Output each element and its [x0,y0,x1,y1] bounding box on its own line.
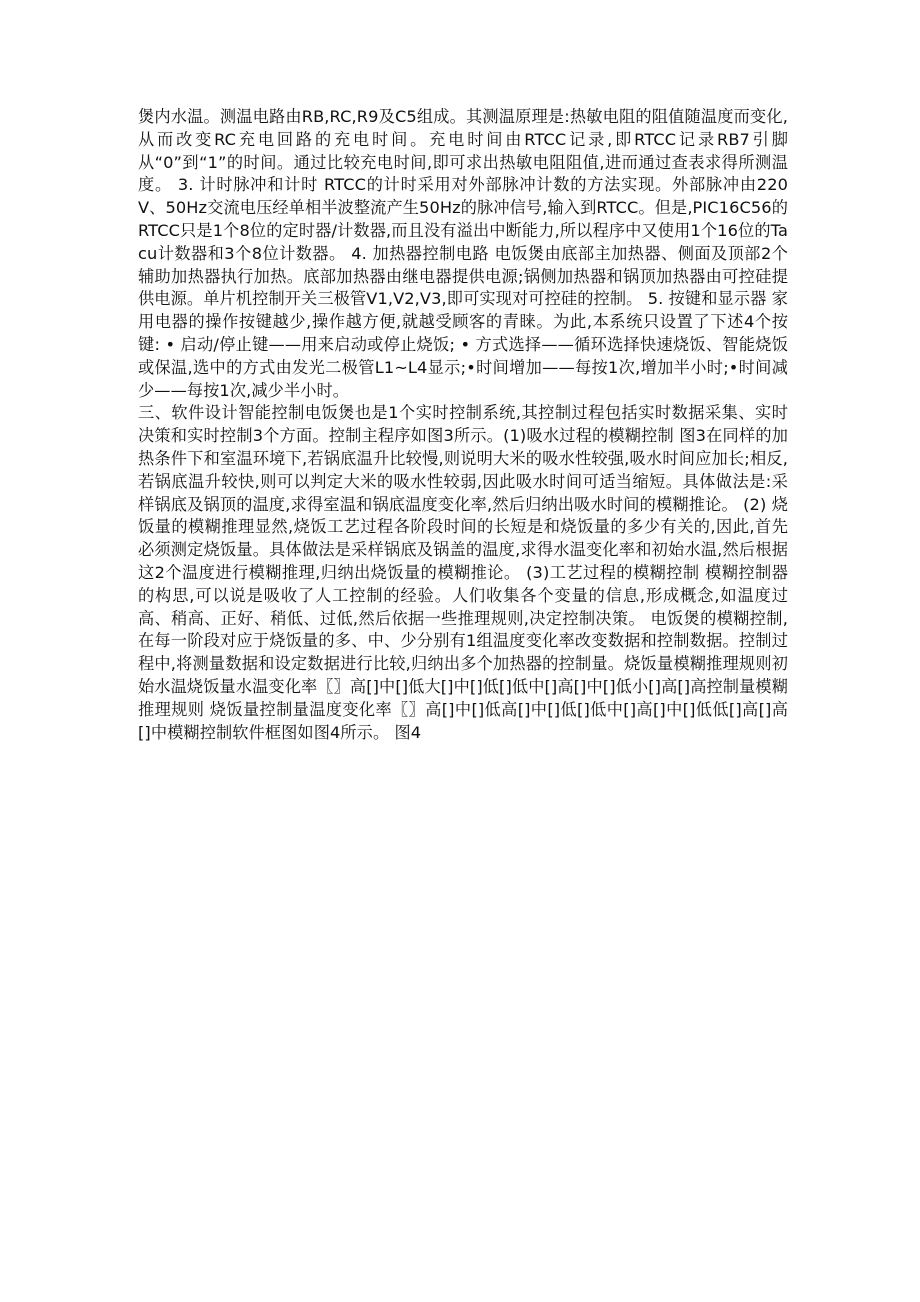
paragraph-software: 三、软件设计智能控制电饭煲也是1个实时控制系统,其控制过程包括实时数据采集、实时决策和实时控制3个方面。控制主程序如图3所示。(1)吸水过程的模糊控制 图3在同样的加热条件下和室温环境下,若锅底温升比较慢,则说明大米的吸水性较强,吸水时间应加长;相反,若锅底温升较快,则可以判定大米的吸水性较弱,因此吸水时间可适当缩短。具体做法是:采样锅底及锅顶的温度,求得室温和锅底温度变化率,然后归纳出吸水时间的模糊推论。 (2) 烧饭量的模糊推理显然,烧饭工艺过程各阶段时间的长短是和烧饭量的多少有关的,因此,首先必须测定烧饭量。具体做法是采样锅底及锅盖的温度,求得水温变化率和初始水温,然后根据这2个温度进行模糊推理,归纳出烧饭量的模糊推论。 (3)工艺过程的模糊控制 模糊控制器的构思,可以说是吸收了人工控制的经验。人们收集各个变量的信息,形成概念,如温度过高、稍高、正好、稍低、过低,然后依据一些推理规则,决定控制决策。 电饭煲的模糊控制,在每一阶段对应于烧饭量的多、中、少分别有1组温度变化率改变数据和控制数据。控制过程中,将测量数据和设定数据进行比较,归纳出多个加热器的控制量。烧饭量模糊推理规则初始水温烧饭量水温变化率〖〗高[]中[]低大[]中[]低[]低中[]高[]中[]低小[]高[]高控制量模糊推理规则 烧饭量控制量温度变化率〖〗高[]中[]低高[]中[]低[]低中[]高[]中[]低低[]高[]高[]中模糊控制软件框图如图4所示。 图4 [138,403,788,742]
paragraph-hardware: 煲内水温。测温电路由RB,RC,R9及C5组成。其测温原理是:热敏电阻的阻值随温度而变化,从而改变RC充电回路的充电时间。充电时间由RTCC记录,即RTCC记录RB7引脚从“0”到“1”的时间。通过比较充电时间,即可求出热敏电阻阻值,进而通过查表求得所测温度。 3. 计时脉冲和计时 RTCC的计时采用对外部脉冲计数的方法实现。外部脉冲由220V、50Hz交流电压经单相半波整流产生50Hz的脉冲信号,输入到RTCC。但是,PIC16C56的RTCC只是1个8位的定时器/计数器,而且没有溢出中断能力,所以程序中又使用1个16位的Tacu计数器和3个8位计数器。 4. 加热器控制电路 电饭煲由底部主加热器、侧面及顶部2个辅助加热器执行加热。底部加热器由继电器提供电源;锅侧加热器和锅顶加热器由可控硅提供电源。单片机控制开关三极管V1,V2,V3,即可实现对可控硅的控制。 5. 按键和显示器 家用电器的操作按键越少,操作越方便,就越受顾客的青睐。为此,本系统只设置了下述4个按键: • 启动/停止键——用来启动或停止烧饭; • 方式选择——循环选择快速烧饭、智能烧饭或保温,选中的方式由发光二极管L1~L4显示;•时间增加——每按1次,增加半小时;•时间减少——每按1次,减少半小时。 [138,107,788,400]
document-body [138,106,788,744]
